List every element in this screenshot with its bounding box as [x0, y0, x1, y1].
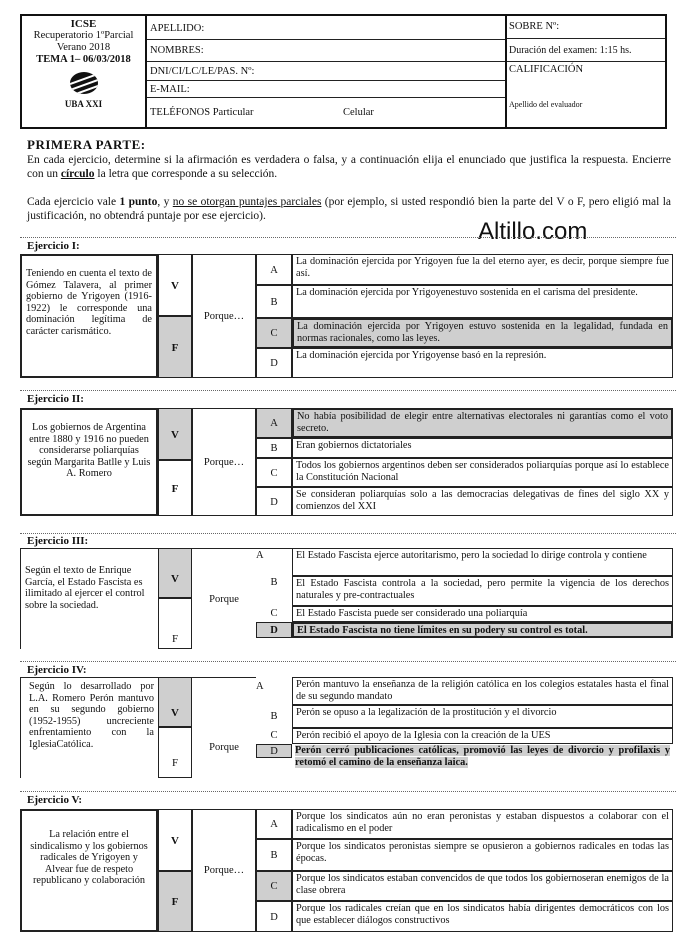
- course-code: ICSE: [70, 18, 97, 30]
- exercise-1-false[interactable]: F: [158, 316, 192, 378]
- sobre-field[interactable]: SOBRE Nº:: [507, 16, 665, 39]
- score-text-2: , y: [157, 196, 173, 208]
- exercise-3-porque: Porque: [192, 548, 256, 649]
- exercise-1-porque: Porque…: [192, 254, 256, 378]
- exercise-4-false[interactable]: F: [158, 727, 192, 778]
- exercise-1: [20, 254, 673, 378]
- exercise-1-letter-d[interactable]: D: [256, 348, 292, 378]
- exercise-2-porque: Porque…: [192, 408, 256, 516]
- email-field[interactable]: E-MAIL:: [147, 81, 505, 98]
- exercise-1-letter-a[interactable]: A: [256, 254, 292, 285]
- exercise-1-option-b[interactable]: La dominación ejercida por Yrigoyenestuvo sostenida en el carisma del presidente.: [292, 285, 673, 318]
- nombres-field[interactable]: NOMBRES:: [147, 40, 505, 62]
- score-no-partial: no se otorgan puntajes parciales: [172, 196, 322, 208]
- exercise-2-false[interactable]: F: [158, 460, 192, 516]
- header-student-fields: [147, 14, 505, 129]
- score-points: 1 punto: [119, 196, 158, 208]
- exercise-3-option-d[interactable]: El Estado Fascista no tiene límites en su podery su control es total.: [292, 622, 673, 638]
- exercise-2-title: Ejercicio II:: [27, 393, 84, 405]
- exercise-3-true[interactable]: V: [158, 548, 192, 598]
- exercise-5-letter-b[interactable]: B: [256, 839, 292, 871]
- exercise-5: [20, 809, 673, 932]
- exercise-5-letter-a[interactable]: A: [256, 809, 292, 839]
- exercise-3-letter-c[interactable]: C: [270, 608, 278, 619]
- exercise-2-statement: Los gobiernos de Argentina entre 1880 y 1916 no pueden considerarse poliarquías según Margarita Batlle y Luis A. Romero: [20, 408, 158, 516]
- exercise-2-letter-d[interactable]: D: [256, 487, 292, 516]
- exercise-1-true[interactable]: V: [158, 254, 192, 316]
- exercise-4-statement: Según lo desarrollado por L.A. Romero Perón mantuvo en su segundo gobierno (1952-1955) uncreciente enfrentamiento con la IglesiaCatólica.: [20, 677, 158, 778]
- exercise-1-title: Ejercicio I:: [27, 240, 80, 252]
- header-course-box: [20, 14, 147, 129]
- instr-text-2: la letra que corresponde a su selección.: [94, 168, 278, 180]
- watermark-text: Altillo.com: [478, 218, 588, 245]
- separator: [20, 791, 676, 792]
- exercise-1-statement: Teniendo en cuenta el texto de Gómez Talavera, al primer gobierno de Yrigoyen (1916-1922) le corresponde una dominación legítima de carácter carismático.: [20, 254, 158, 378]
- globe-icon: [70, 72, 98, 94]
- score-text-3: (por ejemplo, si usted respondió bien la parte del V o F, pero eligió mal la justificación, no obtendrá puntaje por ese ejercicio).: [27, 196, 671, 222]
- exercise-5-false[interactable]: F: [158, 871, 192, 932]
- exercise-3-letter-a[interactable]: A: [256, 548, 292, 576]
- exercise-4-title: Ejercicio IV:: [27, 664, 87, 676]
- apellido-field[interactable]: APELLIDO:: [147, 18, 505, 40]
- exercise-3-option-a[interactable]: El Estado Fascista ejerce autoritarismo, pero la sociedad lo dirige controla y contiene: [292, 548, 673, 576]
- exercise-2-letter-b[interactable]: B: [256, 438, 292, 458]
- exercise-2-option-d[interactable]: Se consideran poliarquías solo a las democracias delegativas de fines del siglo XX y comienzos del XXI: [292, 487, 673, 516]
- duracion-text: Duración del examen: 1:15 hs.: [507, 39, 665, 62]
- exercise-5-option-b[interactable]: Porque los sindicatos peronistas siempre se opusieron a gobiernos radicales en todas las épocas.: [292, 839, 673, 871]
- exercise-3-statement: Según el texto de Enrique García, el Estado Fascista es ilimitado al ejercer el control sobre la sociedad.: [20, 548, 158, 649]
- exercise-5-true[interactable]: V: [158, 809, 192, 871]
- exercise-3-option-c[interactable]: El Estado Fascista puede ser considerado una poliarquía: [292, 606, 673, 622]
- exercise-2: [20, 408, 673, 516]
- exercise-4-true[interactable]: V: [158, 677, 192, 727]
- exercise-5-letter-c[interactable]: C: [256, 871, 292, 901]
- exercise-4-letter-c[interactable]: C: [270, 730, 278, 741]
- exercise-5-letter-d[interactable]: D: [256, 901, 292, 932]
- exercise-4-option-d[interactable]: [292, 744, 673, 774]
- exercise-2-true[interactable]: V: [158, 408, 192, 460]
- exercise-4: [20, 677, 673, 778]
- exercise-1-option-d[interactable]: La dominación ejercida por Yrigoyense basó en la represión.: [292, 348, 673, 378]
- exercise-5-statement: La relación entre el sindicalismo y los gobiernos radicales de Yrigoyen y Alvear fue de respeto republicano y colaboración: [20, 809, 158, 932]
- header-exam-info: [505, 14, 667, 129]
- exercise-5-porque: Porque…: [192, 809, 256, 932]
- telefonos-label: TELÉFONOS Particular: [150, 107, 254, 118]
- exercise-4-option-a[interactable]: Perón mantuvo la enseñanza de la religión católica en los colegios estatales hasta el final de su segundo mandato: [292, 677, 673, 705]
- celular-label: Celular: [343, 107, 374, 118]
- exercise-1-letter-b[interactable]: B: [256, 285, 292, 318]
- logo-text: UBA XXI: [64, 99, 103, 109]
- uba-xxi-logo: [54, 72, 114, 110]
- exercise-5-option-c[interactable]: Porque los sindicatos estaban convencidos de que todos los gobiernoseran enemigos de la clase obrera: [292, 871, 673, 901]
- exercise-1-letter-c[interactable]: C: [256, 318, 292, 348]
- exam-period: Verano 2018: [56, 42, 111, 53]
- exam-type: Recuperatorio 1ºParcial: [33, 30, 134, 41]
- separator: [20, 533, 676, 534]
- calificacion-field[interactable]: CALIFICACIÓN: [509, 64, 584, 75]
- exercise-5-option-d[interactable]: Porque los radicales creían que en los sindicatos había dirigentes democráticos con los que establecer diálogos constructivos: [292, 901, 673, 932]
- separator: [20, 237, 676, 238]
- exercise-3-false[interactable]: F: [158, 598, 192, 649]
- exercise-4-option-d-text: Perón cerró publicaciones católicas, promovió las leyes de divorcio y profilaxis y retomó el camino de la enseñanza laica.: [295, 745, 670, 768]
- exercise-4-option-b[interactable]: Perón se opuso a la legalización de la prostitución y el divorcio: [292, 705, 673, 728]
- exercise-4-option-c[interactable]: Perón recibió el apoyo de la Iglesia con la creación de la UES: [292, 728, 673, 744]
- score-text-1: Cada ejercicio vale: [27, 196, 120, 208]
- dni-field[interactable]: DNI/CI/LC/LE/PAS. Nº:: [147, 62, 505, 81]
- exercise-5-option-a[interactable]: Porque los sindicatos aún no eran peronistas y estaban dispuestos a colaborar con el radicalismo en el poder: [292, 809, 673, 839]
- exercise-4-letter-d[interactable]: D: [256, 744, 292, 758]
- exercise-2-option-c[interactable]: Todos los gobiernos argentinos deben ser considerados poliarquías porque así lo establece la Constitución Nacional: [292, 458, 673, 487]
- exercise-3-letter-b[interactable]: B: [270, 577, 278, 588]
- separator: [20, 661, 676, 662]
- exercise-2-letter-c[interactable]: C: [256, 458, 292, 487]
- exercise-4-porque: Porque: [192, 677, 256, 778]
- exercise-1-option-c[interactable]: La dominación ejercida por Yrigoyen estuvo sostenida en la legalidad, fundada en normas racionales, como las leyes.: [292, 318, 673, 348]
- exercise-2-letter-a[interactable]: A: [256, 408, 292, 438]
- exercise-3: [20, 548, 673, 649]
- exam-theme-date: TEMA 1– 06/03/2018: [36, 54, 131, 65]
- evaluador-label: Apellido del evaluador: [509, 100, 583, 109]
- exercise-2-option-b[interactable]: Eran gobiernos dictatoriales: [292, 438, 673, 458]
- exercise-3-letter-d[interactable]: D: [256, 622, 292, 638]
- instructions-paragraph: [27, 153, 671, 181]
- section-title: PRIMERA PARTE:: [27, 137, 146, 152]
- exercise-4-letter-b[interactable]: B: [270, 711, 278, 722]
- separator: [20, 390, 676, 391]
- instr-circulo: círculo: [60, 168, 95, 180]
- exercise-3-title: Ejercicio III:: [27, 535, 89, 547]
- exercise-2-option-a[interactable]: No había posibilidad de elegir entre alternativas electorales ni garantías como el voto secreto.: [292, 408, 673, 438]
- telefonos-row[interactable]: [147, 98, 505, 129]
- exercise-1-option-a[interactable]: La dominación ejercida por Yrigoyen fue la del eterno ayer, es decir, porque siempre fue así.: [292, 254, 673, 285]
- exercise-5-title: Ejercicio V:: [27, 794, 83, 806]
- instr-text-1: En cada ejercicio, determine si la afirmación es verdadera o falsa, y a continuación elija el enunciado que justifica la respuesta. Encierre con un: [27, 154, 671, 180]
- exercise-4-letter-a[interactable]: A: [256, 681, 264, 692]
- exercise-3-option-b[interactable]: El Estado Fascista controla a la sociedad, pero permite la vigencia de los derechos naturales y pre-contractuales: [292, 576, 673, 606]
